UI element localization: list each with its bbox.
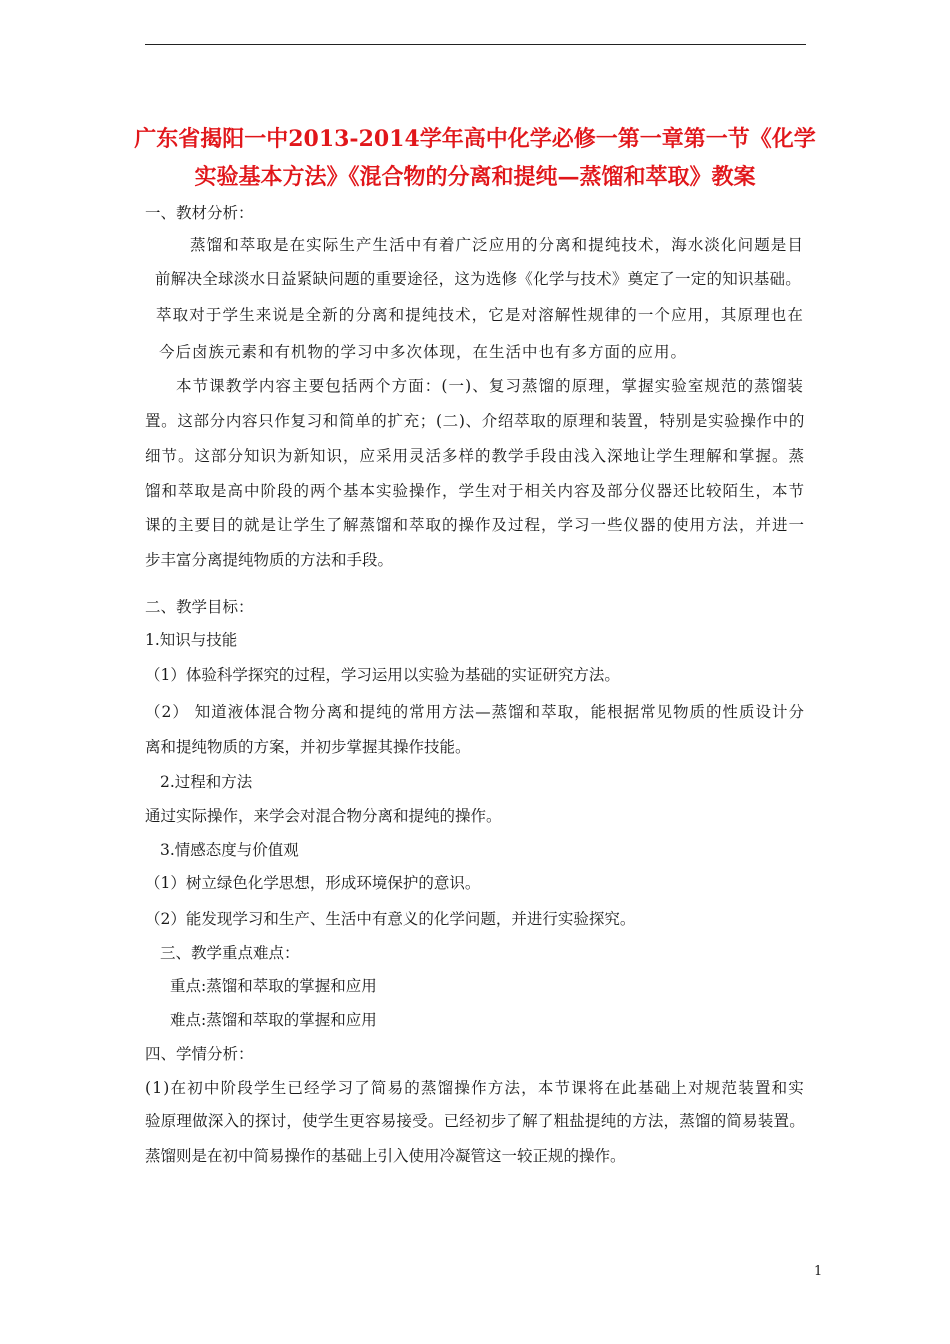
body-line: 步丰富分离提纯物质的方法和手段。 — [145, 551, 394, 569]
header-rule — [145, 44, 806, 45]
body-line: 验原理做深入的探讨，使学生更容易接受。已经初步了解了粗盐提纯的方法，蒸馏的简易装置。 — [145, 1112, 805, 1130]
body-line: 蒸馏则是在初中简易操作的基础上引入使用冷凝管这一较正规的操作。 — [145, 1147, 626, 1165]
body-line: 一、教材分析： — [145, 204, 254, 222]
body-line: （2）能发现学习和生产、生活中有意义的化学问题，并进行实验探究。 — [145, 910, 636, 928]
document-title-line-1: 广东省揭阳一中2013-2014学年高中化学必修一第一章第一节《化学 — [134, 126, 816, 152]
body-line: (1)在初中阶段学生已经学习了简易的蒸馏操作方法，本节课将在此基础上对规范装置和实 — [145, 1079, 805, 1097]
body-line: 蒸馏和萃取是在实际生产生活中有着广泛应用的分离和提纯技术，海水淡化问题是目 — [190, 236, 804, 254]
body-line: 通过实际操作，来学会对混合物分离和提纯的操作。 — [145, 807, 502, 825]
body-line: 离和提纯物质的方案，并初步掌握其操作技能。 — [145, 738, 471, 756]
body-line: 二、教学目标： — [145, 598, 254, 616]
body-line: 本节课教学内容主要包括两个方面：(一)、复习蒸馏的原理，掌握实验室规范的蒸馏装 — [176, 377, 804, 395]
body-line: 1.知识与技能 — [145, 631, 238, 649]
body-line: 萃取对于学生来说是全新的分离和提纯技术，它是对溶解性规律的一个应用，其原理也在 — [156, 306, 804, 324]
body-line: （1）体验科学探究的过程，学习运用以实验为基础的实证研究方法。 — [145, 666, 620, 684]
page-number: 1 — [814, 1264, 823, 1279]
body-line: 三、教学重点难点： — [160, 944, 300, 962]
body-line: 馏和萃取是高中阶段的两个基本实验操作，学生对于相关内容及部分仪器还比较陌生，本节 — [145, 482, 805, 500]
body-line: 前解决全球淡水日益紧缺问题的重要途径，这为选修《化学与技术》奠定了一定的知识基础。 — [155, 270, 801, 288]
body-line: 细节。这部分知识为新知识，应采用灵活多样的教学手段由浅入深地让学生理解和掌握。蒸 — [145, 447, 805, 465]
body-line: 重点:蒸馏和萃取的掌握和应用 — [170, 977, 377, 995]
body-line: 2.过程和方法 — [160, 773, 253, 791]
body-line: （1）树立绿色化学思想，形成环境保护的意识。 — [145, 874, 481, 892]
document-title-line-2: 实验基本方法》《混合物的分离和提纯—蒸馏和萃取》教案 — [194, 164, 756, 190]
body-line: （2） 知道液体混合物分离和提纯的常用方法—蒸馏和萃取，能根据常见物质的性质设计分 — [145, 703, 805, 721]
body-line: 今后卤族元素和有机物的学习中多次体现，在生活中也有多方面的应用。 — [159, 343, 687, 361]
body-line: 3.情感态度与价值观 — [160, 841, 299, 859]
body-line: 课的主要目的就是让学生了解蒸馏和萃取的操作及过程，学习一些仪器的使用方法，并进一 — [145, 516, 805, 534]
body-line: 置。这部分内容只作复习和简单的扩充；(二)、介绍萃取的原理和装置，特别是实验操作中的 — [145, 412, 805, 430]
body-line: 四、学情分析： — [145, 1045, 254, 1063]
body-line: 难点:蒸馏和萃取的掌握和应用 — [170, 1011, 377, 1029]
